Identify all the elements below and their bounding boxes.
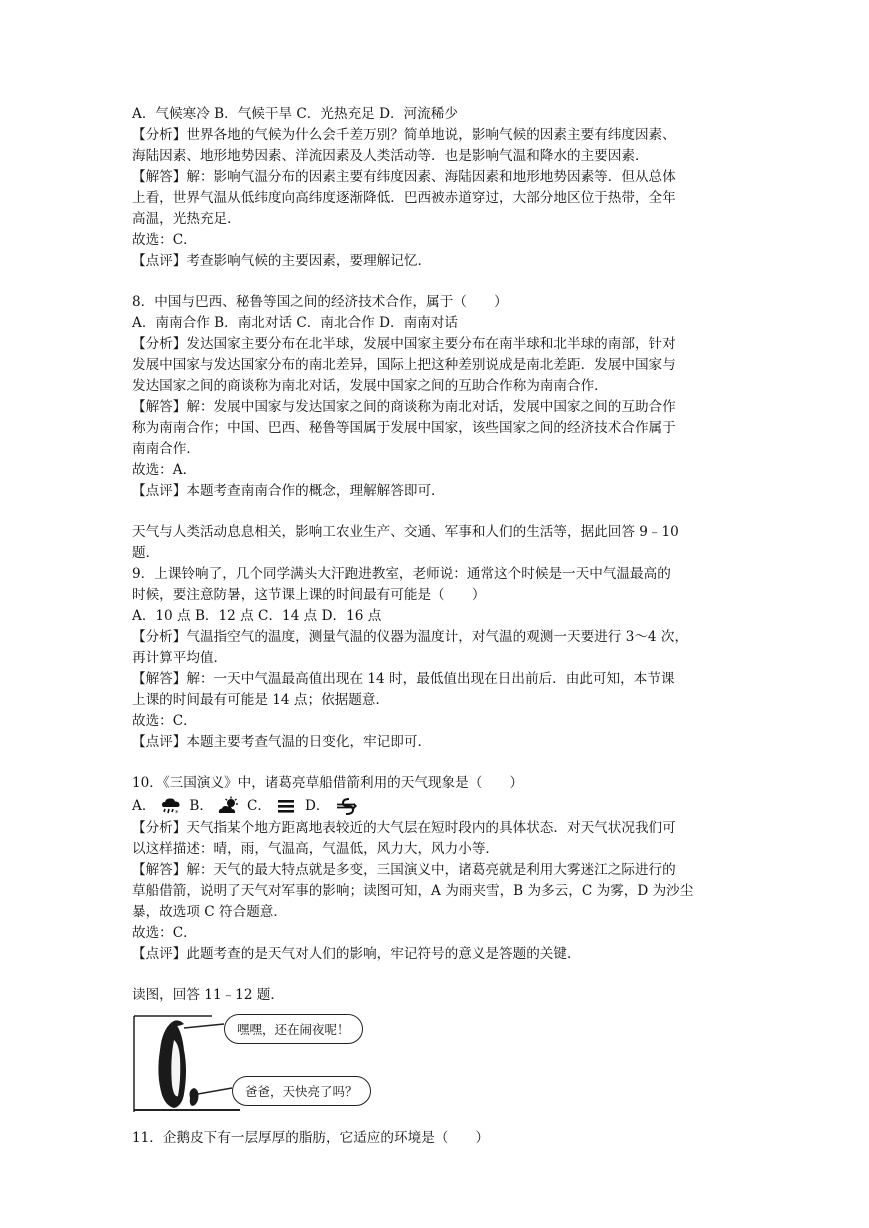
q10-comment: 【点评】此题考查的是天气对人们的影响，牢记符号的意义是答题的关键． xyxy=(132,946,581,962)
speech-bubble-parent: 嘿嘿，还在闹夜呢！ xyxy=(224,1014,363,1044)
q10-options xyxy=(132,794,744,818)
sandstorm-icon xyxy=(334,796,358,816)
svg-text:*: * xyxy=(175,809,179,816)
q7-options: A．气候寒冷 B．气候干旱 C．光热充足 D．河流稀少 xyxy=(132,106,458,122)
rain-snow-icon xyxy=(159,796,183,816)
q10-question: 10．《三国演义》中，诸葛亮草船借箭利用的天气现象是（ ） xyxy=(132,775,524,791)
speech-bubble-child: 爸爸，天快亮了吗？ xyxy=(232,1076,371,1106)
q10-answer: 暴，故选项 C 符合题意． xyxy=(132,904,287,920)
intro-9-10: 天气与人类活动息息相关，影响工农业生产、交通、军事和人们的生活等，据此回答 9﹣10 xyxy=(132,524,679,540)
q9-answer: 上课的时间最有可能是 14 点；依据题意． xyxy=(132,692,390,708)
q9-question: 9．上课铃响了，几个同学满头大汗跑进教室，老师说：通常这个时候是一天中气温最高的 xyxy=(132,566,671,582)
q9-analysis: 再计算平均值． xyxy=(132,650,228,666)
q8-answer: 称为南南合作；中国、巴西、秘鲁等国属于发展中国家，该些国家之间的经济技术合作属于 xyxy=(132,420,676,436)
q8-analysis: 发展中国家与发达国家分布的南北差异，国际上把这种差别说成是南北差距．发展中国家与 xyxy=(132,357,676,373)
document-content xyxy=(132,104,744,1149)
q7-answer: 上看，世界气温从低纬度向高纬度逐渐降低．巴西被赤道穿过，大部分地区位于热带，全年 xyxy=(132,190,676,206)
q8-answer: 南南合作． xyxy=(132,441,200,457)
q10-analysis: 【分析】天气指某个地方距离地表较近的大气层在短时段内的具体状态．对天气状况我们可 xyxy=(132,820,676,836)
intro-11-12: 读图，回答 11﹣12 题． xyxy=(132,987,284,1003)
penguin-figure xyxy=(132,1010,392,1120)
q8-analysis: 发达国家之间的商谈称为南北对话，发展中国家之间的互助合作称为南南合作． xyxy=(132,378,608,394)
q10-choice: 故选：C． xyxy=(132,925,197,941)
q9-answer: 【解答】解：一天中气温最高值出现在 14 时，最低值出现在日出前后．由此可知，本节课 xyxy=(132,671,675,687)
q9-choice: 故选：C． xyxy=(132,713,197,729)
q10-option-b-label: B． xyxy=(189,797,214,814)
q9-comment: 【点评】本题主要考查气温的日变化，牢记即可． xyxy=(132,734,432,750)
q7-comment: 【点评】考查影响气候的主要因素，要理解记忆． xyxy=(132,253,432,269)
q11-question: 11．企鹅皮下有一层厚厚的脂肪，它适应的环境是（ ） xyxy=(132,1130,490,1146)
q10-analysis: 以这样描述：晴，雨，气温高，气温低，风力大，风力小等． xyxy=(132,841,500,857)
q10-answer: 【解答】解：天气的最大特点就是多变，三国演义中，诸葛亮就是利用大雾迷江之际进行的 xyxy=(132,862,676,878)
q8-comment: 【点评】本题考查南南合作的概念，理解解答即可． xyxy=(132,483,445,499)
intro-9-10: 题． xyxy=(132,545,160,561)
q8-options: A．南南合作 B．南北对话 C．南北合作 D．南南对话 xyxy=(132,315,458,331)
q9-analysis: 【分析】气温指空气的温度，测量气温的仪器为温度计，对气温的观测一天要进行 3～4 次， xyxy=(132,629,689,645)
q7-analysis: 海陆因素、地形地势因素、洋流因素及人类活动等．也是影响气温和降水的主要因素． xyxy=(132,148,649,164)
q7-answer: 【解答】解：影响气温分布的因素主要有纬度因素、海陆因素和地形地势因素等．但从总体 xyxy=(132,169,676,185)
q9-options: A．10 点 B．12 点 C．14 点 D．16 点 xyxy=(132,608,382,624)
q8-answer: 【解答】解：发展中国家与发达国家之间的商谈称为南北对话，发展中国家之间的互助合作 xyxy=(132,399,676,415)
q8-question: 8．中国与巴西、秘鲁等国之间的经济技术合作，属于（ ） xyxy=(132,294,508,310)
q10-answer: 草船借箭，说明了天气对军事的影响；读图可知，A 为雨夹雪，B 为多云，C 为雾，D 为沙尘 xyxy=(132,883,694,899)
q7-analysis: 【分析】世界各地的气候为什么会千差万别？简单地说，影响气候的因素主要有纬度因素、 xyxy=(132,127,676,143)
q8-choice: 故选：A． xyxy=(132,462,197,478)
q10-option-d-label: D． xyxy=(305,797,330,814)
q9-question: 时候，要注意防暑，这节课上课的时间最有可能是（ ） xyxy=(132,587,486,603)
q10-option-c-label: C． xyxy=(247,797,272,814)
q8-analysis: 【分析】发达国家主要分布在北半球，发展中国家主要分布在南半球和北半球的南部，针对 xyxy=(132,336,676,352)
partly-cloudy-icon xyxy=(217,796,241,816)
q7-choice: 故选：C． xyxy=(132,232,197,248)
q10-option-a-label: A． xyxy=(132,797,156,814)
q7-answer: 高温，光热充足． xyxy=(132,211,241,227)
fog-icon xyxy=(275,796,299,816)
